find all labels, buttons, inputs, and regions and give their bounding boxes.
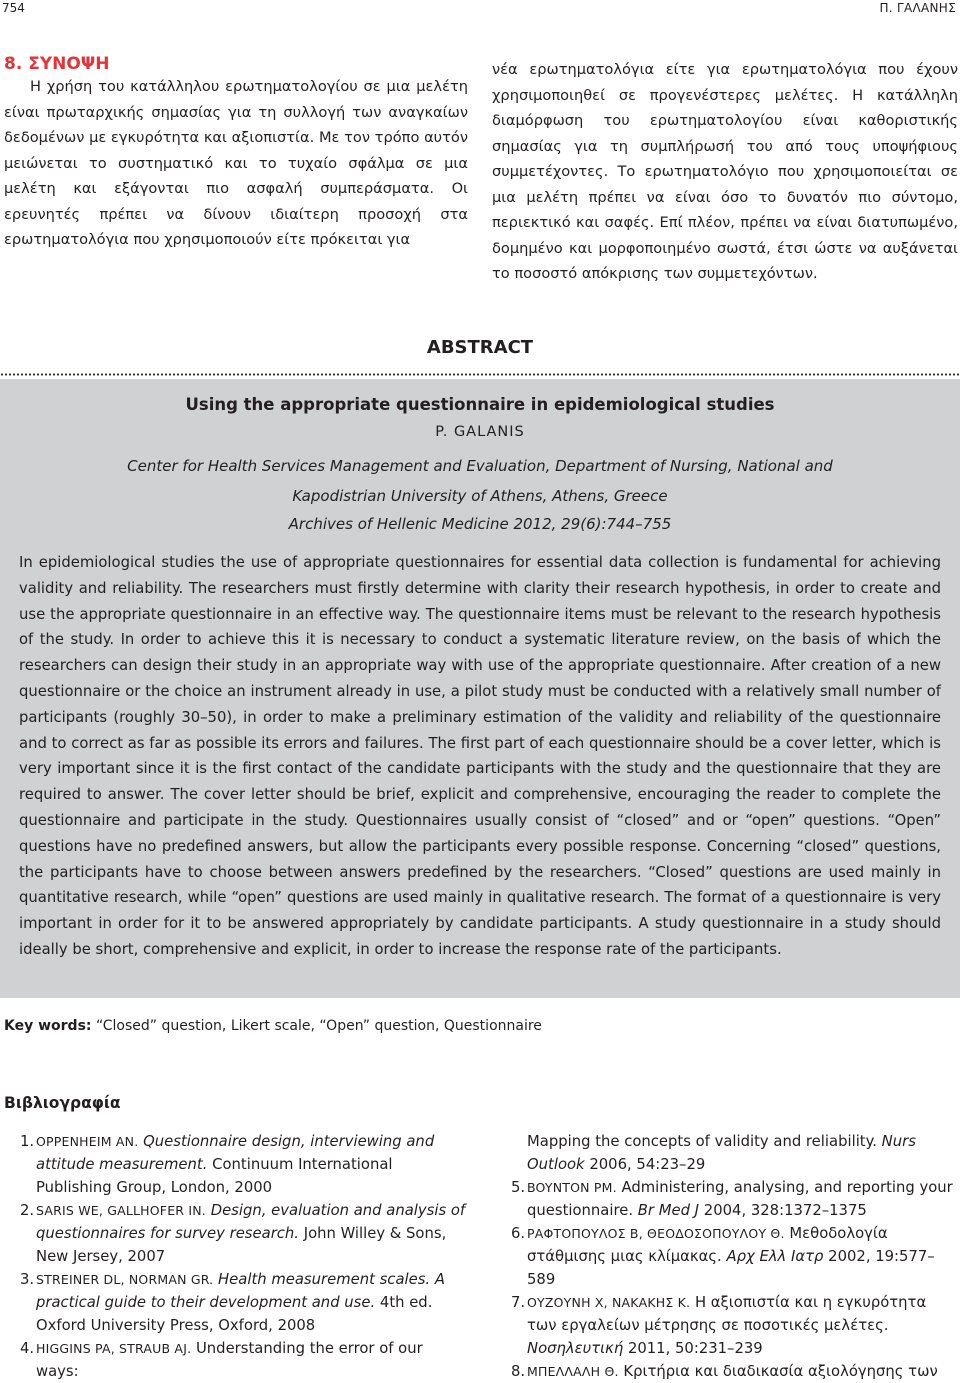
reference-authors: OPPENHEIM AN. [36, 1134, 139, 1149]
abstract-author: P. GALANIS [435, 424, 525, 440]
reference-details: Understanding the error of our ways: [36, 1340, 423, 1380]
summary-paragraph-left: Η χρήση του κατάλληλου ερωτηματολογίου σε μια μελέτη είναι πρωταρχικής σημασίας για τη συλλογή των αναγκαίων δεδομένων με εγκυρότητα και αξιοπιστία. Με τον τρόπο αυτόν μειώνεται το συστηματικό και το τυχαίο σφάλμα σε μια μελέτη και εξάγονται πιο ασφαλή συμπεράσματα. Οι ερευνητές πρέπει να δίνουν ιδιαίτερη προσοχή στα ερωτηματολόγια που χρησιμοποιούν είτε πρόκειται για [4, 78, 468, 248]
dotted-divider [0, 373, 960, 376]
reference-text: Κριτήρια και διαδικασία αξιολόγησης των [623, 1363, 938, 1380]
reference-details: 2006, 54:23–29 [589, 1156, 706, 1173]
reference-details: 2011, 50:231–239 [627, 1340, 763, 1357]
summary-left-column [4, 74, 468, 253]
reference-authors: ΡΑΦΤΟΠΟΥΛΟΣ Β, ΘΕΟΔΟΣΟΠΟΥΛΟΥ Θ. [527, 1226, 785, 1241]
summary-right-column [492, 57, 958, 287]
reference-details: 2004, 328:1372–1375 [703, 1202, 867, 1219]
keywords [4, 1018, 542, 1034]
reference-text: Η αξιοπιστία και η εγκυρότητα των εργαλείων μέτρησης σε ποσοτικές μελέτες. [527, 1294, 927, 1334]
bibliography-title: Βιβλιογραφία [4, 1094, 121, 1112]
reference-number: 2. [20, 1202, 35, 1219]
reference-text: Administering, analysing, and reporting your questionnaire. [527, 1179, 953, 1219]
reference-number: 4. [20, 1340, 35, 1357]
reference-text: Mapping the concepts of validity and reliability. [527, 1133, 877, 1150]
bibliography-right-column [511, 1130, 957, 1383]
reference-item [20, 1337, 467, 1383]
bibliography-left-column [20, 1130, 467, 1383]
reference-details: 2002, 19:577–589 [527, 1248, 935, 1288]
abstract-title: Using the appropriate questionnaire in epidemiological studies [185, 395, 775, 414]
reference-item [511, 1222, 957, 1291]
reference-item [20, 1199, 467, 1268]
reference-details: John Willey & Sons, New Jersey, 2007 [36, 1225, 447, 1265]
reference-number: 8. [511, 1363, 526, 1380]
reference-journal: Αρχ Ελλ Ιατρ [726, 1248, 824, 1265]
reference-journal: Br Med J [637, 1202, 700, 1219]
reference-title: Questionnaire design, interviewing and attitude measurement. [36, 1133, 435, 1173]
reference-authors: ΜΠΕΛΛΑΛΗ Θ. [527, 1364, 619, 1379]
reference-title: Health measurement scales. A practical guide to their development and use. [36, 1271, 445, 1311]
section-title: 8. ΣΥΝΟΨΗ [4, 54, 110, 74]
reference-authors: SARIS WE, GALLHOFER IN. [36, 1203, 206, 1218]
reference-item [20, 1268, 467, 1337]
reference-authors: BOYNTON PM. [527, 1180, 617, 1195]
reference-number: 7. [511, 1294, 526, 1311]
summary-paragraph-right: νέα ερωτηματολόγια είτε για ερωτηματολόγια που έχουν χρησιμοποιηθεί σε προγενέστερες μελέτες. Η κατάλληλη διαμόρφωση του ερωτηματολογίου είναι καθοριστικής σημασίας για τη συμπλήρωσή του από τους υποψήφιους συμμετέχοντες. Το ερωτηματολόγιο που χρησιμοποιείται σε μια μελέτη πρέπει να είναι όσο το δυνατόν πιο σύντομο, περιεκτικό και σαφές. Επί πλέον, πρέπει να είναι διατυπωμένο, δομημένο και μορφοποιημένο σωστά, έτσι ώστε να αυξάνεται το ποσοστό απόκρισης των συμμετεχόντων. [492, 61, 958, 282]
abstract-box [0, 379, 960, 998]
reference-authors: HIGGINS PA, STRAUB AJ. [36, 1341, 192, 1356]
reference-item [20, 1130, 467, 1199]
reference-journal: Nurs Outlook [527, 1133, 916, 1173]
reference-number: 6. [511, 1225, 526, 1242]
reference-text: Μεθοδολογία στάθμισης μιας κλίμακας. [527, 1225, 888, 1265]
reference-title: Design, evaluation and analysis of questionnaires for survey research. [36, 1202, 466, 1242]
reference-authors: STREINER DL, NORMAN GR. [36, 1272, 214, 1287]
reference-number: 5. [511, 1179, 526, 1196]
keywords-text: “Closed” question, Likert scale, “Open” question, Questionnaire [95, 1018, 542, 1034]
reference-authors: ΟΥΖΟΥΝΗ Χ, ΝΑΚΑΚΗΣ Κ. [527, 1295, 691, 1310]
abstract-heading: ABSTRACT [426, 337, 534, 358]
page-number: 754 [2, 1, 25, 15]
reference-details: 4th ed. Oxford University Press, Oxford, 2008 [36, 1294, 433, 1334]
reference-item [511, 1291, 957, 1360]
abstract-citation: Archives of Hellenic Medicine 2012, 29(6):744–755 [288, 515, 672, 533]
reference-number: 1. [20, 1133, 35, 1150]
reference-continuation [511, 1130, 957, 1176]
reference-journal: Νοσηλευτική [527, 1340, 624, 1357]
running-head: Π. ΓΑΛΑΝΗΣ [879, 1, 956, 15]
abstract-body: In epidemiological studies the use of appropriate questionnaires for essential data collection is fundamental for achieving validity and reliability. The researchers must firstly determine with clarity their research hypothesis, in order to create and use the appropriate questionnaire in an effective way. The questionnaire items must be relevant to the research hypothesis of the study. In order to achieve this it is necessary to conduct a systematic literature review, on the basis of which the researchers can design their study in an appropriate way with use of the appropriate questionnaire. After creation of a new questionnaire or the choice an instrument already in use, a pilot study must be conducted with a relatively small number of participants (roughly 30–50), in order to make a preliminary estimation of the validity and reliability of the questionnaire and to correct as far as possible its errors and failures. The first part of each questionnaire should be a cover letter, which is very important since it is the first contact of the candidate participants with the study and the questionnaire that they are required to answer. The cover letter should be brief, explicit and comprehensive, encouraging the reader to complete the questionnaire and participate in the study. Questionnaires usually consist of “closed” and or “open” questions. “Open” questions have no predefined answers, but allow the participants every possible response. Concerning “closed” questions, the participants have to choose between answers predefined by the researchers. “Closed” questions are used mainly in quantitative research, while “open” questions are used mainly in qualitative research. The format of a questionnaire is very important in order for it to be answered appropriately by candidate participants. A study questionnaire in a study should ideally be short, comprehensive and explicit, in order to increase the response rate of the participants. [19, 554, 941, 958]
reference-item [511, 1360, 957, 1383]
reference-details: Continuum International Publishing Group, London, 2000 [36, 1156, 393, 1196]
abstract-affiliation: Center for Health Services Management and Evaluation, Department of Nursing, National and Kapodistrian University of Athens, Athens, Greece [127, 457, 833, 505]
reference-item [511, 1176, 957, 1222]
page-header [0, 0, 960, 20]
reference-number: 3. [20, 1271, 35, 1288]
keywords-label: Key words: [4, 1018, 92, 1034]
